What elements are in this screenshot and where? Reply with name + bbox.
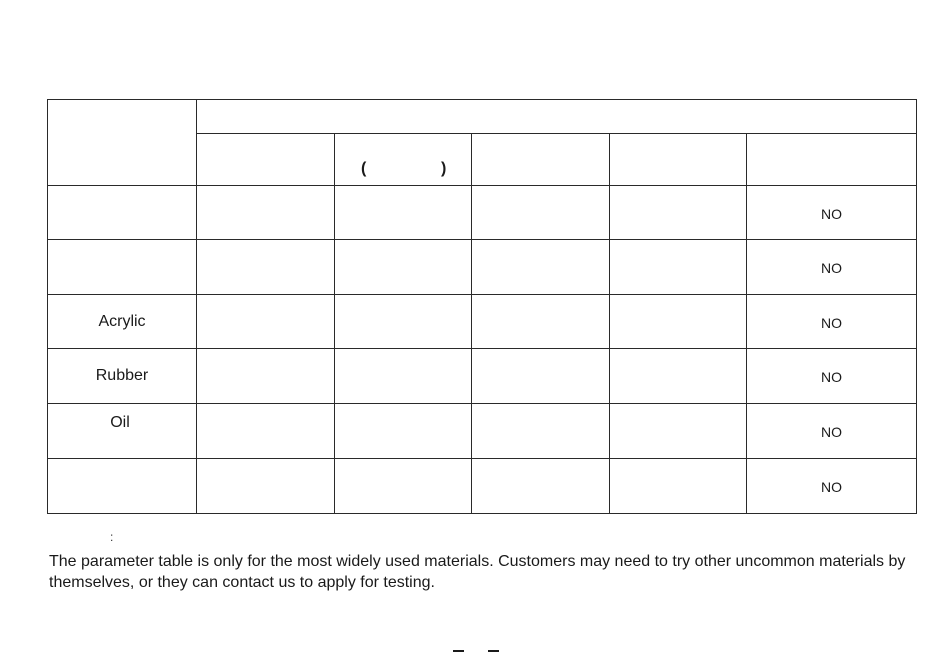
value-cell xyxy=(472,404,610,459)
result-cell: NO xyxy=(747,459,917,514)
subheader-cell xyxy=(610,134,747,186)
result-cell: NO xyxy=(747,186,917,240)
table-row xyxy=(48,459,917,514)
value-cell xyxy=(197,295,335,349)
result-cell: NO xyxy=(747,240,917,295)
value-cell xyxy=(610,459,747,514)
value-cell xyxy=(472,186,610,240)
value-cell xyxy=(335,404,472,459)
subheader-cell-with-unit xyxy=(335,134,472,186)
value-cell xyxy=(610,295,747,349)
note-label-colon: : xyxy=(110,530,114,544)
result-cell: NO xyxy=(747,349,917,404)
value-cell xyxy=(472,459,610,514)
value-cell xyxy=(335,349,472,404)
header-parameters-cell xyxy=(197,100,917,134)
close-parenthesis: ) xyxy=(441,160,447,177)
table-row xyxy=(48,295,917,349)
open-parenthesis: ( xyxy=(361,160,367,177)
table-row xyxy=(48,404,917,459)
result-cell: NO xyxy=(747,404,917,459)
value-cell xyxy=(335,295,472,349)
header-material-cell xyxy=(48,100,197,186)
material-name-cell: Acrylic xyxy=(48,295,197,349)
value-cell xyxy=(197,240,335,295)
material-name-cell: Rubber xyxy=(48,349,197,404)
value-cell xyxy=(197,404,335,459)
value-cell xyxy=(610,240,747,295)
table-header-row xyxy=(48,100,917,134)
value-cell xyxy=(197,349,335,404)
material-name-cell xyxy=(48,186,197,240)
value-cell xyxy=(610,186,747,240)
table-row xyxy=(48,186,917,240)
subheader-cell xyxy=(197,134,335,186)
material-parameter-table xyxy=(47,99,917,514)
note-paragraph: The parameter table is only for the most widely used materials. Customers may need to try other uncommon materials by themselves, or they can contact us to apply for testing. xyxy=(49,553,906,591)
value-cell xyxy=(335,186,472,240)
value-cell xyxy=(610,349,747,404)
material-name-cell: Oil xyxy=(48,404,197,459)
result-cell: NO xyxy=(747,295,917,349)
material-name-cell xyxy=(48,459,197,514)
value-cell xyxy=(472,295,610,349)
subheader-cell xyxy=(747,134,917,186)
value-cell xyxy=(472,240,610,295)
material-name-cell xyxy=(48,240,197,295)
footer-mark-right xyxy=(488,650,499,652)
subheader-cell xyxy=(472,134,610,186)
value-cell xyxy=(335,240,472,295)
footer-mark-left xyxy=(453,650,464,652)
value-cell xyxy=(335,459,472,514)
value-cell xyxy=(197,459,335,514)
table-row xyxy=(48,349,917,404)
table-row xyxy=(48,240,917,295)
value-cell xyxy=(197,186,335,240)
value-cell xyxy=(610,404,747,459)
value-cell xyxy=(472,349,610,404)
